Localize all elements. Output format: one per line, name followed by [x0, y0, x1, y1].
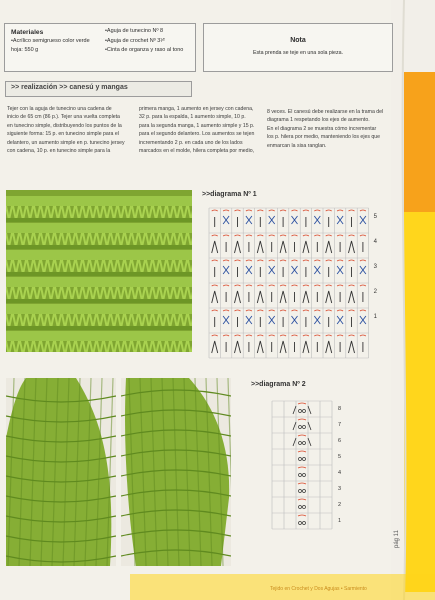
instructions-column-1: [7, 105, 125, 155]
svg-text:5: 5: [338, 454, 342, 460]
instructions-column-2: [139, 105, 254, 155]
text-line: diagrama 1 respetando los ejes de aumento.: [267, 117, 370, 124]
note-title: Nota: [290, 37, 306, 44]
text-line: enmarcan la sisa ranglan.: [267, 142, 327, 149]
knit-swatch-photo: [6, 190, 192, 352]
materials-item: •Aguja de crochet Nº 3¹⁄²: [105, 37, 165, 44]
note-box: [203, 23, 393, 72]
text-line: 32 p. para la espalda, 1 aumento simple, 10 p.: [139, 114, 246, 121]
instructions-column-3: [267, 108, 383, 150]
sidebar-curve: [391, 0, 435, 600]
text-line: marcados en el molde, hilera completa por medio,: [139, 148, 255, 155]
svg-text:7: 7: [338, 422, 342, 428]
text-line: para la segunda manga, 1 aumento simple y 15 p.: [139, 122, 255, 129]
diagram-1-title: >>diagrama Nº 1: [202, 191, 257, 198]
materials-left-list: [11, 37, 90, 55]
materials-item: hoja: 550 g: [11, 47, 39, 53]
svg-text:3: 3: [338, 486, 342, 492]
materials-right-list: [105, 27, 183, 56]
svg-text:4: 4: [373, 239, 377, 245]
svg-text:1: 1: [338, 518, 342, 524]
svg-text:2: 2: [338, 502, 342, 508]
section-header: [5, 81, 192, 97]
page-number-label: pág 11: [394, 530, 400, 548]
text-line: inicio de 65 cm (86 p.). Tejer una vuelta completa: [7, 114, 120, 121]
svg-text:6: 6: [338, 438, 342, 444]
svg-text:2: 2: [373, 289, 377, 295]
diagram-1-chart: [207, 202, 382, 362]
text-line: en tunecino simple, distribuyendo los puntos de la: [7, 122, 122, 129]
text-line: siguiente forma: 15 p. en tunecino simple para el: [7, 131, 119, 138]
svg-text:3: 3: [373, 264, 377, 270]
note-text: Esta prenda se teje en una sola pieza.: [252, 50, 344, 56]
text-line: delantero, un aumento simple en p. tunecino jersey: [7, 139, 125, 146]
text-line: los p. hilera por medio, manteniendo los ejes que: [267, 134, 381, 141]
section-title: >> realización >> canesú y mangas: [11, 84, 128, 91]
text-line: para el segundo delantero. Los aumentos se tejen: [139, 131, 255, 138]
materials-title: Materiales: [11, 29, 44, 36]
sleeve-photo-right: [121, 378, 231, 566]
sleeve-photo-left: [6, 378, 116, 566]
text-line: primera manga, 1 aumento en jersey con cadena,: [139, 106, 254, 112]
knit-swatch-image: [6, 190, 192, 352]
diagram-2-title: >>diagrama Nº 2: [251, 381, 306, 388]
svg-text:5: 5: [373, 214, 377, 220]
materials-item: •Acrílico semigrueso color verde: [11, 38, 90, 44]
materials-box: [4, 23, 196, 72]
text-line: incrementando 2 p. en cada uno de los lados: [139, 139, 243, 146]
text-line: Tejer con la aguja de tunecino una cadena de: [7, 106, 112, 112]
text-line: En el diagrama 2 se muestra cómo incrementar: [267, 125, 377, 132]
materials-item: •Aguja de tunecino Nº 8: [105, 28, 164, 34]
text-line: con cadena, 10 p. en tunecino simple para la: [7, 148, 111, 155]
svg-text:4: 4: [338, 470, 342, 476]
materials-item: •Cinta de organza y raso al tono: [105, 47, 184, 53]
text-line: 8 veces. El canesú debe realizarse en la trama del: [267, 109, 384, 115]
sleeve-right-image: [121, 378, 231, 566]
footer-text: Tejido en Crochet y Dos Agujas • Sarmiento: [270, 586, 367, 592]
svg-text:1: 1: [373, 314, 377, 320]
diagram-2-chart: [268, 397, 348, 545]
sleeve-left-image: [6, 378, 116, 566]
svg-text:8: 8: [338, 406, 342, 412]
